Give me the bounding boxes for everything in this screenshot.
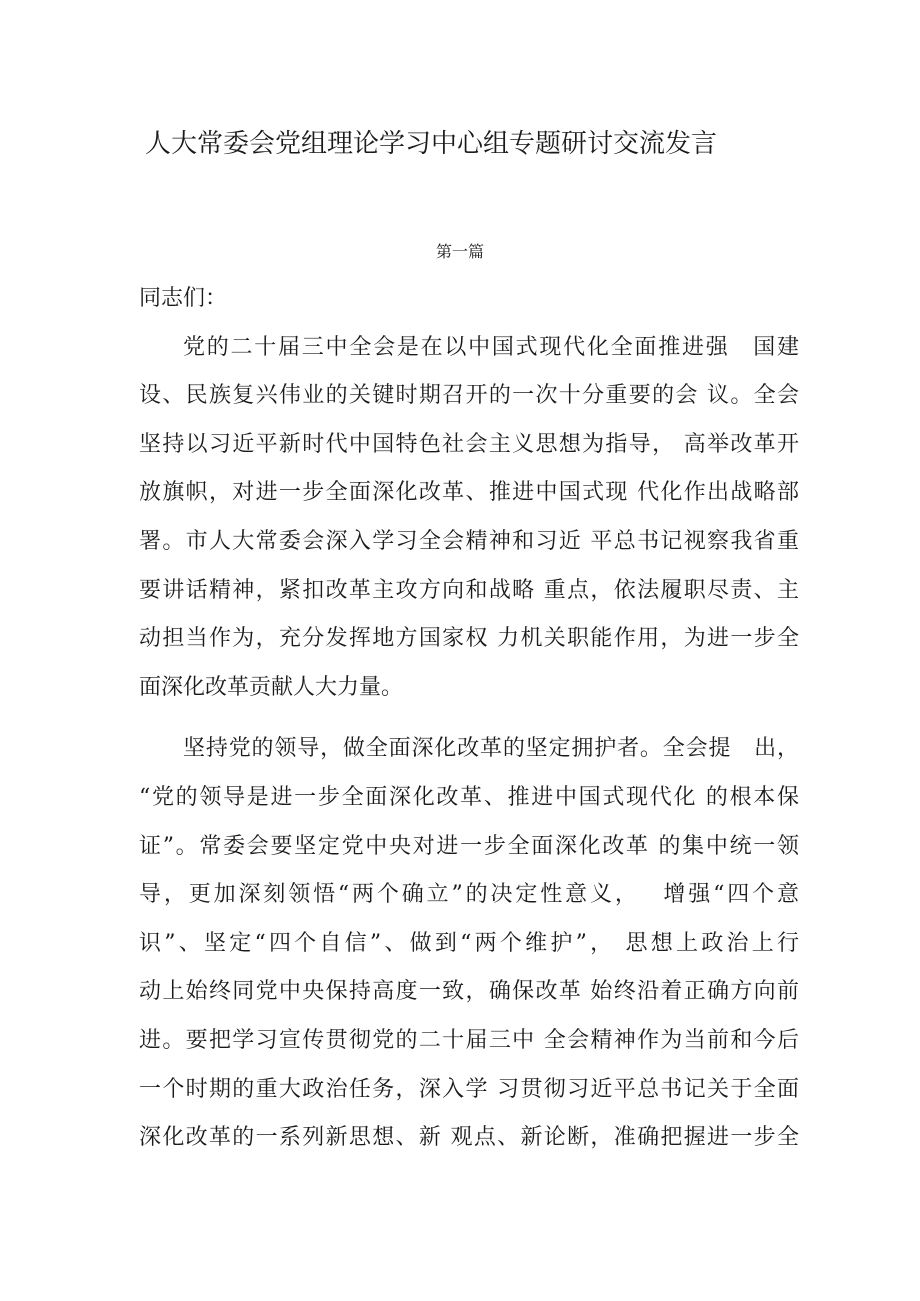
paragraph-line: 设、民族复兴伟业的关键时期召开的一次十分重要的会 议。全会: [139, 383, 799, 409]
paragraph-2: [139, 730, 799, 1167]
section-title: 第一篇: [435, 242, 484, 261]
paragraph-line: “党的领导是进一步全面深化改革、推进中国式现代化 的根本保: [139, 784, 799, 810]
document-title: 人大常委会党组理论学习中心组专题研讨交流发言: [145, 129, 718, 159]
document-body: [139, 280, 799, 1168]
salutation: 同志们：: [139, 286, 228, 311]
paragraph-line: 放旗帜，对进一步全面深化改革、推进中国式现 代化作出战略部: [139, 480, 799, 506]
paragraph-line: 要讲话精神，紧扣改革主攻方向和战略 重点，依法履职尽责、主: [139, 577, 799, 603]
paragraph-line: 证”。常委会要坚定党中央对进一步全面深化改革 的集中统一领: [139, 833, 799, 859]
paragraph-line: 动上始终同党中央保持高度一致，确保改革 始终沿着正确方向前: [139, 979, 799, 1005]
paragraph-1: [139, 329, 799, 718]
paragraph-line: 识”、坚定“四个自信”、做到“两个维护”， 思想上政治上行: [139, 930, 799, 956]
paragraph-spacer: [139, 717, 799, 730]
paragraph-line: 导，更加深刻领悟“两个确立”的决定性意义， 增强“四个意: [139, 882, 799, 908]
paragraph-line: 面深化改革贡献人大力量。: [139, 674, 404, 700]
paragraph-line: 署。市人大常委会深入学习全会精神和习近 平总书记视察我省重: [139, 528, 799, 554]
paragraph-line: 深化改革的一系列新思想、新 观点、新论断，准确把握进一步全: [139, 1125, 799, 1151]
paragraph-line: 动担当作为，充分发挥地方国家权 力机关职能作用，为进一步全: [139, 626, 799, 652]
paragraph-line: 党的二十届三中全会是在以中国式现代化全面推进强 国建: [183, 334, 799, 360]
paragraph-line: 坚持党的领导，做全面深化改革的坚定拥护者。全会提 出，: [183, 736, 799, 762]
paragraph-line: 一个时期的重大政治任务，深入学 习贯彻习近平总书记关于全面: [139, 1076, 799, 1102]
paragraph-line: 进。要把学习宣传贯彻党的二十届三中 全会精神作为当前和今后: [139, 1027, 799, 1053]
paragraph-line: 坚持以习近平新时代中国特色社会主义思想为指导， 高举改革开: [139, 431, 799, 457]
